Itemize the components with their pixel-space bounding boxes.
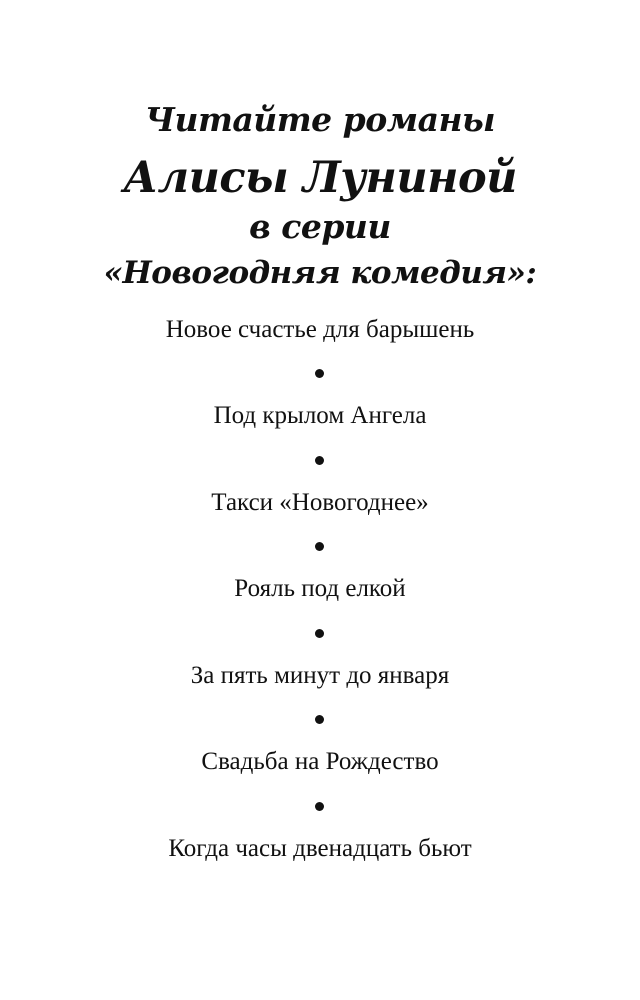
heading-line-3: в серии	[249, 207, 391, 246]
bullet-dot	[315, 802, 324, 811]
heading-line-1: Читайте романы	[144, 100, 496, 139]
book-title: Такси «Новогоднее»	[211, 489, 429, 516]
bullet-dot	[315, 629, 324, 638]
book-title: Свадьба на Рождество	[201, 748, 439, 775]
book-title: За пять минут до января	[190, 662, 450, 689]
bullet-dot	[315, 542, 324, 551]
bullet-dot	[315, 369, 324, 378]
bullet-dot	[315, 715, 324, 724]
book-title: Под крылом Ангела	[213, 402, 427, 429]
book-title: Когда часы двенадцать бьют	[168, 835, 472, 862]
heading-series: «Новогодняя комедия»:	[103, 255, 537, 291]
book-title: Рояль под елкой	[234, 575, 406, 602]
book-title: Новое счастье для барышень	[165, 316, 475, 343]
bullet-dot	[315, 456, 324, 465]
heading-author: Алисы Луниной	[123, 153, 517, 203]
